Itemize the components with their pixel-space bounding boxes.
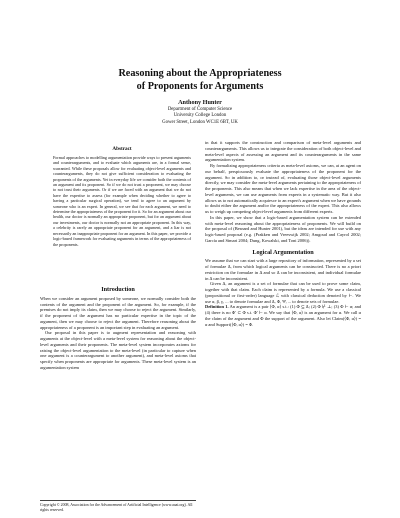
right-paragraph-2: By formalizing appropriateness criteria as meta-level axioms, we can, at an agent on our behalf, perspicuously evaluate the appropriateness of the proponent for the argument. So in addition to, or instead of, evaluating those object-level arguments directly, we may consider the meta-level arguments pertaining to the appropriateness of the proponents. This also means that when we lack expertise in the area of the object-level arguments, we can use arguments from experts in a systematic way. But it also allows us to not automatically acquiesce to an expert's argument when we have grounds to doubt either the argument and/or the appropriateness of the expert. This also allows us to weigh up competing object-level arguments from different experts.: [205, 163, 361, 214]
abstract-heading: Abstract: [112, 146, 132, 152]
right-paragraph-4: We assume that we can start with a large repository of information, represented by a set of formulae Δ, from which logical arguments can be constructed. There is no a priori restriction on the formulae in Δ and so Δ can be inconsistent, and individual formulae in Δ can be inconsistent.: [205, 258, 361, 281]
definition-text: An argument is a pair ⟨Φ, α⟩ s.t.: (1) Φ ⊆ Δ; (2) Φ ⊬ ⊥; (3) Φ ⊢ α; and (4) there is no Φ' ⊂ Φ s.t. Φ' ⊢ α. We say that ⟨Φ, α⟩ is an argument for α. We call α the claim of the argument and Φ the support of the argument. Also let Claim(⟨Φ, α⟩) = α and Support(⟨Φ, α⟩) = Φ.: [205, 304, 362, 327]
introduction-paragraph-2: Our proposal in this paper is to augment representation and reasoning with arguments at the object-level with a meta-level system for reasoning about the object-level arguments and their proponents. The meta-level system incorporates axioms for raising the object-level argumentation to the meta-level (in particular to capture when one argument is a counterargument to another argument), and meta-level axioms that specify when proponents are appropriate for arguments. These meta-level system is an argumentation system: [40, 330, 196, 370]
definition-1: [205, 304, 361, 327]
abstract: [53, 146, 191, 247]
affiliation-line-3: Gower Street, London WC1E 6BT, UK: [162, 119, 238, 125]
author-name: Anthony Hunter: [178, 99, 222, 106]
paper-title: [40, 68, 360, 93]
logical-argumentation-heading: Logical Argumentation: [252, 248, 314, 256]
affiliation-line-2: University College London: [173, 113, 227, 119]
affiliation-line-1: Department of Computer Science: [167, 107, 233, 112]
copyright-notice: Copyright © 2008, Association for the Advancement of Artificial Intelligence (www.aaai.org). All rights reserved.: [40, 500, 196, 513]
introduction-paragraph-1: When we consider an argument proposed by someone, we normally consider both the contents of the argument and the proponent of the argument. So, for example, if the premises do not imply its claim, then we may choose to reject the argument. Similarly, if the proponent of the argument has no particular expertise in the topic of the argument, then we may choose to reject the argument. Therefore reasoning about the appropriateness of a proponent is an important step in evaluating an argument.: [40, 295, 196, 330]
introduction-heading: Introduction: [101, 286, 135, 293]
definition-label: Definition 1.: [205, 304, 229, 310]
abstract-text: Formal approaches to modelling argumentation provide ways to present arguments and counterarguments, and to evaluate which arguments are, in a formal sense, warranted. While these proposals allow for evaluating object-level arguments and counterarguments, they do not give sufficient consideration to evaluating the proponents of the arguments. Yet in everyday life we consider both the contents of an argument and its proponent. So if we do not trust a proponent, we may choose to not trust their arguments. Or if we are faced with an argument that we do not have the expertise to assess (for example when deciding whether to agree to having a particular surgical operation), we tend to agree to an argument by someone who is an expert. In general, we see that for each argument, we need to determine the appropriateness of the proponent for it. So for an argument about our health, our doctor is normally an appropriate proponent, but for an argument about our investments, our doctor is normally not an appropriate proponent. In this way, a celebrity is rarely an appropriate proponent for an argument, and a liar is not necessarily an inappropriate proponent for an argument. In this paper, we provide a logic-based framework for evaluating arguments in terms of the appropriateness of the proponents.: [53, 155, 191, 247]
right-paragraph-1: in that it supports the construction and comparison of meta-level arguments and counterarguments. This allows us to integrate the consideration of both object-level and meta-level aspects of assessing an argument and its counterarguments in the same argumentation system.: [205, 140, 361, 163]
right-paragraph-3: In this paper, we show that a logic-based argumentation system can be extended with meta-level reasoning about the appropriateness of proponents. We will build on the proposal of (Besnard and Hunter 2001), but the ideas are intended for use with any logic-based proposal (e.g. (Prakken and Vreeswijk 2002; Amgoud and Cayrol 2002; García and Simari 2004; Dung, Kowalski, and Toni 2006)).: [205, 214, 361, 243]
left-column-introduction: [40, 281, 196, 371]
right-paragraph-5: Given Δ, an argument is a set of formulae that can be used to prove some claim, together with that claim. Each claim is represented by a formula. We use a classical (propositional or first-order) language ℒ with classical deduction denoted by ⊢. We use α, β, γ, ... to denote formulae and Δ, Φ, Ψ, ... to denote sets of formulae.: [205, 281, 361, 304]
title-line-2: of Proponents for Arguments: [136, 80, 264, 92]
affiliation: [40, 107, 360, 126]
right-column: [205, 140, 361, 327]
title-line-1: Reasoning about the Appropriateness: [118, 68, 282, 79]
